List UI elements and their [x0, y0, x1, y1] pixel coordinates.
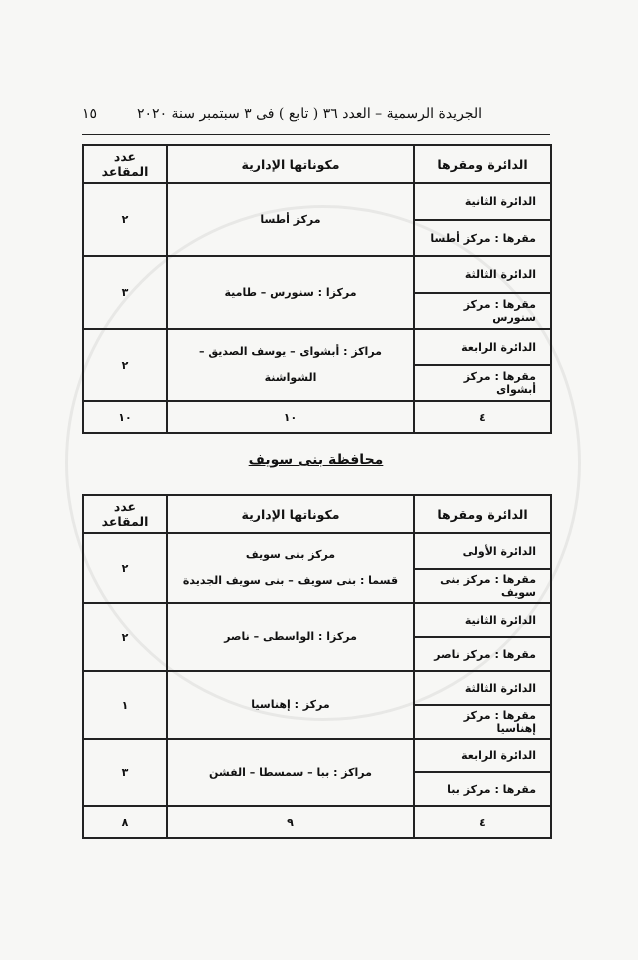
- seats-header: عدد المقاعد: [83, 145, 167, 183]
- table-row: [83, 256, 551, 293]
- components-header: مكوناتها الإدارية: [167, 495, 414, 533]
- district-hq: مقرها : مركز ناصر: [414, 637, 551, 671]
- table-header-row: [83, 495, 551, 533]
- table-row: [83, 329, 551, 365]
- district-hq: مقرها : مركز بنى سويف: [414, 569, 551, 603]
- table-row: [83, 603, 551, 637]
- district-seats: ٢: [83, 329, 167, 401]
- district-components: [167, 256, 414, 329]
- components-header: مكوناتها الإدارية: [167, 145, 414, 183]
- total-districts: ٤: [414, 806, 551, 838]
- district-components: [167, 603, 414, 671]
- gazette-title: الجريدة الرسمية – العدد ٣٦ ( تابع ) فى ٣ سبتمبر سنة ٢٠٢٠: [137, 106, 482, 122]
- table-row: [83, 183, 551, 220]
- component-line: مراكز : ببا – سمسطا – الفشن: [209, 765, 372, 779]
- district-name: الدائرة الثالثة: [414, 256, 551, 293]
- district-name: الدائرة الرابعة: [414, 329, 551, 365]
- district-header: الدائرة ومقرها: [414, 145, 551, 183]
- governorate-heading: محافظة بنى سويف: [248, 452, 384, 468]
- district-hq: مقرها : مركز أطسا: [414, 220, 551, 256]
- component-line: قسما : بنى سويف – بنى سويف الجديدة: [182, 574, 399, 587]
- district-name: الدائرة الأولى: [414, 533, 551, 569]
- district-seats: ٣: [83, 739, 167, 806]
- totals-row: [83, 401, 551, 433]
- district-header: الدائرة ومقرها: [414, 495, 551, 533]
- total-components: ١٠: [167, 401, 414, 433]
- total-districts: ٤: [414, 401, 551, 433]
- districts-table-1: [82, 144, 552, 434]
- table-row: [83, 533, 551, 569]
- district-hq: مقرها : مركز ببا: [414, 772, 551, 806]
- total-seats: ١٠: [83, 401, 167, 433]
- district-name: الدائرة الرابعة: [414, 739, 551, 772]
- district-components: [167, 739, 414, 806]
- seats-header: عدد المقاعد: [83, 495, 167, 533]
- district-seats: ٢: [83, 603, 167, 671]
- table-row: [83, 671, 551, 705]
- component-line: مركزا : الواسطى – ناصر: [224, 630, 357, 643]
- districts-table-2: [82, 494, 552, 839]
- header-rule: [82, 134, 550, 135]
- district-hq: مقرها : مركز سنورس: [414, 293, 551, 329]
- table-row: [83, 739, 551, 772]
- district-hq: مقرها : مركز إهناسيا: [414, 705, 551, 739]
- district-seats: ١: [83, 671, 167, 739]
- component-line: الشواشنة: [264, 371, 317, 384]
- district-components: [167, 533, 414, 603]
- page-header: [82, 100, 482, 130]
- district-seats: ٢: [83, 533, 167, 603]
- district-name: الدائرة الثانية: [414, 603, 551, 637]
- total-components: ٩: [167, 806, 414, 838]
- page-number: ١٥: [82, 106, 98, 122]
- total-seats: ٨: [83, 806, 167, 838]
- district-name: الدائرة الثالثة: [414, 671, 551, 705]
- table-header-row: [83, 145, 551, 183]
- component-line: مركز أطسا: [260, 212, 321, 226]
- district-hq: مقرها : مركز أبشواى: [414, 365, 551, 401]
- district-seats: ٣: [83, 256, 167, 329]
- component-line: مراكز : أبشواى – يوسف الصديق –: [199, 345, 382, 358]
- district-name: الدائرة الثانية: [414, 183, 551, 220]
- component-line: مركز : إهناسيا: [251, 698, 330, 711]
- component-line: مركزا : سنورس – طامية: [224, 285, 357, 299]
- district-components: [167, 329, 414, 401]
- district-components: [167, 183, 414, 256]
- totals-row: [83, 806, 551, 838]
- district-components: [167, 671, 414, 739]
- component-line: مركز بنى سويف: [245, 548, 336, 561]
- district-seats: ٢: [83, 183, 167, 256]
